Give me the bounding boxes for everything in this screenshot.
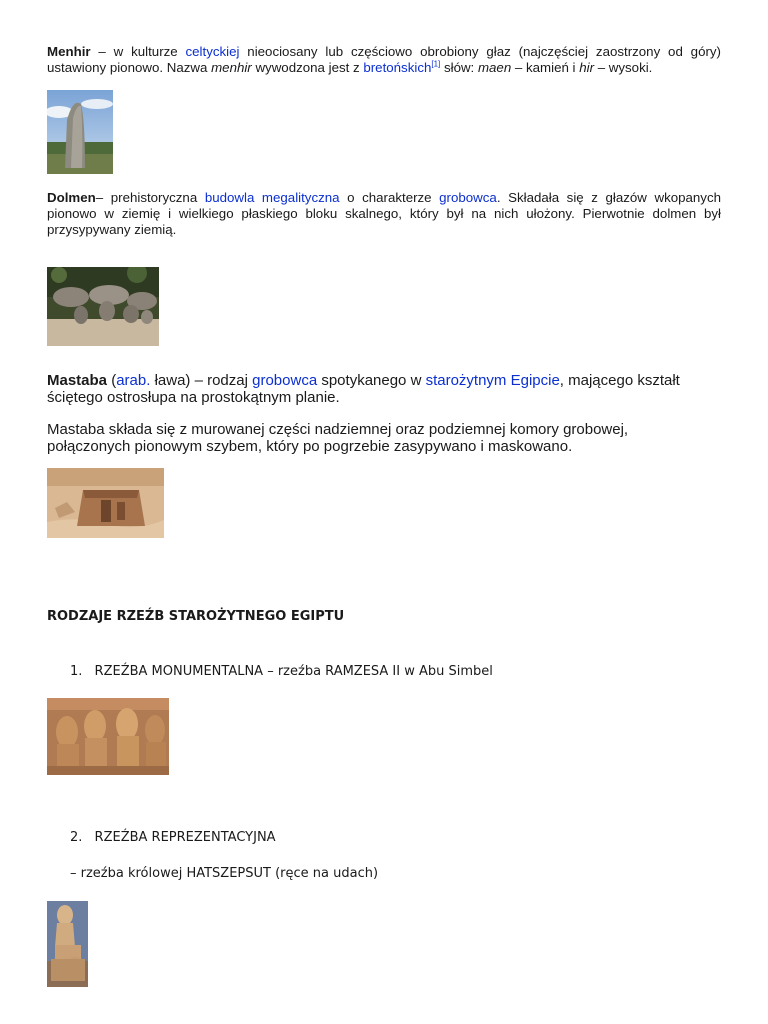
mastaba-text-4: , mającego kształt ściętego ostrosłupa na prostokątnym planie. xyxy=(47,372,680,406)
hir-italic: hir xyxy=(579,60,594,75)
mastaba-paragraph xyxy=(47,372,721,406)
mastaba-text-3: spotykanego w xyxy=(317,372,426,389)
menhir-italic-word: menhir xyxy=(211,60,252,75)
dolmen-image xyxy=(47,267,159,346)
section-heading: RODZAJE RZEŹB STAROŻYTNEGO EGIPTU xyxy=(47,609,345,624)
abu-simbel-image xyxy=(47,698,169,775)
dolmen-text-3: . Składała się z głazów wkopanych pionowo w ziemię i wielkiego płaskiego bloku skalnego, który był na nich ułożony. Pierwotnie dolmen był przysypywany ziemią. xyxy=(47,190,721,237)
megalithic-building-link[interactable]: budowla megalityczna xyxy=(204,190,340,205)
dolmen-term: Dolmen xyxy=(47,190,96,205)
list-number-1: 1. xyxy=(70,664,83,679)
dolmen-text-2: o charakterze xyxy=(339,190,440,205)
menhir-text-3: wywodzona jest z xyxy=(251,60,364,75)
hatshepsut-image xyxy=(47,901,88,987)
menhir-term: Menhir xyxy=(47,44,91,59)
ancient-egypt-link[interactable]: starożytnym Egipcie xyxy=(425,372,560,389)
menhir-text-6: – wysoki. xyxy=(594,60,653,75)
menhir-text-5: – kamień i xyxy=(511,60,580,75)
celtic-link[interactable]: celtyckiej xyxy=(185,44,240,59)
list-item-2-sub: – rzeźba królowej HATSZEPSUT (ręce na udach) xyxy=(70,866,379,881)
footnote-ref-link[interactable]: [1] xyxy=(431,59,441,69)
mastaba-image xyxy=(47,468,164,538)
tomb-link[interactable]: grobowca xyxy=(439,190,497,205)
menhir-text-4: słów: xyxy=(440,60,478,75)
mastaba-text-2: ława) – rodzaj xyxy=(150,372,253,389)
list-text-2: RZEŹBA REPREZENTACYJNA xyxy=(94,830,276,845)
maen-italic: maen xyxy=(477,60,512,75)
arab-link[interactable]: arab. xyxy=(116,372,151,389)
list-item-2 xyxy=(70,830,276,846)
menhir-text-1: – w kulturze xyxy=(90,44,186,59)
list-number-2: 2. xyxy=(70,830,83,845)
dolmen-paragraph xyxy=(47,190,721,238)
mastaba-text-1: ( xyxy=(107,372,117,389)
breton-link[interactable]: bretońskich xyxy=(363,60,432,75)
mastaba-tomb-link[interactable]: grobowca xyxy=(252,372,318,389)
list-text-1: RZEŹBA MONUMENTALNA – rzeźba RAMZESA II w Abu Simbel xyxy=(94,664,493,679)
dolmen-text-1: – prehistoryczna xyxy=(95,190,205,205)
mastaba-term: Mastaba xyxy=(47,372,108,389)
mastaba-paragraph-2: Mastaba składa się z murowanej części nadziemnej oraz podziemnej komory grobowej, połączonych pionowym szybem, który po pogrzebie zasypywano i maskowano. xyxy=(47,421,629,455)
menhir-text-2: nieociosany lub częściowo obrobiony głaz (najczęściej zaostrzony od góry) ustawiony pionowo. Nazwa xyxy=(47,44,721,75)
menhir-paragraph xyxy=(47,44,721,76)
menhir-image xyxy=(47,90,113,174)
list-item-1 xyxy=(70,664,493,680)
